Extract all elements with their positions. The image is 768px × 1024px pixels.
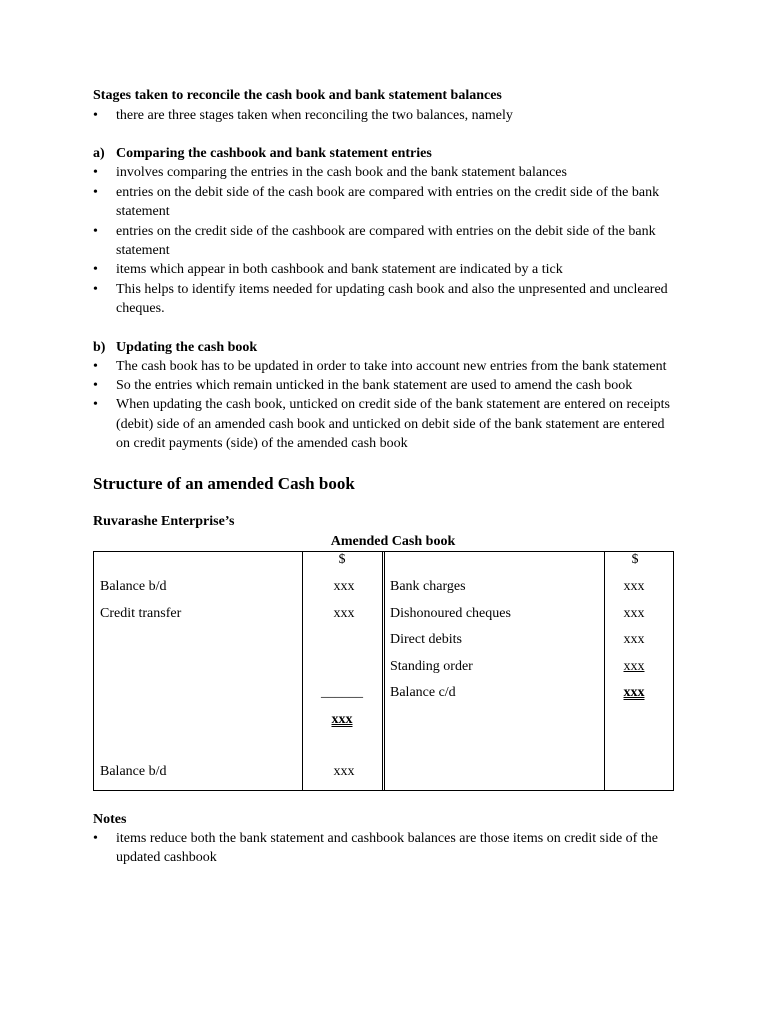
bullet-text: items reduce both the bank statement and cashbook balances are those items on credit side of the updated cashbook	[116, 830, 658, 866]
bullet-icon: •	[93, 281, 98, 297]
bullet-text: entries on the debit side of the cash book are compared with entries on the credit side of the bank statement	[116, 184, 660, 220]
list-item	[93, 163, 678, 182]
document-page	[93, 86, 678, 868]
bullet-icon: •	[93, 262, 98, 278]
list-item	[93, 106, 678, 125]
bullet-text: When updating the cash book, unticked on credit side of the bank statement are entered on receipts (debit) side of an amended cash book and unticked on debit side of the bank statement are entered on credit payments (side) of the amended cash book	[116, 397, 670, 452]
bullet-icon: •	[93, 830, 98, 846]
column-divider	[382, 552, 383, 790]
debit-closing-amount: xxx	[333, 763, 355, 779]
section-b	[93, 338, 678, 454]
credit-row-amount: xxx	[623, 631, 645, 647]
list-item	[93, 829, 678, 868]
debit-row-amount: xxx	[333, 605, 355, 621]
debit-row-amount: xxx	[333, 578, 355, 594]
credit-currency-header: $	[631, 551, 639, 567]
debit-row-label: Credit transfer	[100, 605, 182, 621]
debit-currency-header: $	[338, 551, 346, 567]
credit-row-label: Bank charges	[390, 578, 466, 594]
column-divider	[384, 552, 385, 790]
debit-subtotal-line: ______	[321, 684, 363, 700]
bullet-icon: •	[93, 378, 98, 394]
section-b-title-text: Updating the cash book	[116, 339, 258, 355]
credit-row-amount: xxx	[623, 578, 645, 594]
list-item	[93, 395, 678, 453]
document-heading: Stages taken to reconcile the cash book and bank statement balances	[93, 88, 502, 103]
bullet-icon: •	[93, 108, 98, 123]
column-divider	[302, 552, 303, 790]
list-item	[93, 376, 678, 395]
credit-row-amount: xxx	[623, 658, 645, 674]
section-b-title	[93, 338, 678, 357]
bullet-icon: •	[93, 397, 98, 413]
list-item	[93, 260, 678, 279]
table-title: Amended Cash book	[330, 533, 456, 549]
amended-cashbook-table	[93, 551, 674, 791]
bullet-icon: •	[93, 223, 98, 239]
bullet-text: items which appear in both cashbook and bank statement are indicated by a tick	[116, 262, 563, 278]
list-item	[93, 357, 678, 376]
notes-title: Notes	[93, 811, 127, 827]
section-b-label: b)	[93, 339, 106, 355]
list-item	[93, 183, 678, 222]
credit-row-label: Direct debits	[390, 631, 462, 647]
company-name: Ruvarashe Enterprise’s	[93, 513, 235, 529]
list-item	[93, 280, 678, 319]
credit-row-amount: xxx	[623, 605, 645, 621]
debit-row-label: Balance b/d	[100, 578, 167, 594]
section-a-title	[93, 144, 678, 163]
credit-row-label: Balance c/d	[390, 684, 456, 700]
section-a-title-text: Comparing the cashbook and bank statement entries	[116, 146, 432, 162]
bullet-text: there are three stages taken when reconciling the two balances, namely	[116, 108, 513, 123]
bullet-text: The cash book has to be updated in order to take into account new entries from the bank statement	[116, 358, 667, 374]
section-a-bullet-list	[93, 163, 678, 318]
intro-bullet-list	[93, 106, 678, 125]
bullet-icon: •	[93, 184, 98, 200]
section-a	[93, 144, 678, 318]
credit-row-label: Standing order	[390, 658, 473, 674]
section-b-bullet-list	[93, 357, 678, 454]
debit-closing-label: Balance b/d	[100, 763, 167, 779]
structure-title: Structure of an amended Cash book	[93, 473, 355, 493]
list-item	[93, 222, 678, 261]
section-a-label: a)	[93, 146, 105, 162]
credit-row-amount: xxx	[623, 684, 645, 700]
credit-row-label: Dishonoured cheques	[390, 605, 511, 621]
bullet-text: involves comparing the entries in the cash book and the bank statement balances	[116, 165, 567, 181]
bullet-text: entries on the credit side of the cashbook are compared with entries on the debit side of the bank statement	[116, 223, 656, 259]
bullet-icon: •	[93, 358, 98, 374]
bullet-icon: •	[93, 165, 98, 181]
bullet-text: This helps to identify items needed for updating cash book and also the unpresented and uncleared cheques.	[116, 281, 668, 317]
debit-total: xxx	[331, 711, 353, 727]
notes-bullet-list	[93, 829, 678, 868]
bullet-text: So the entries which remain unticked in the bank statement are used to amend the cash book	[116, 378, 633, 394]
